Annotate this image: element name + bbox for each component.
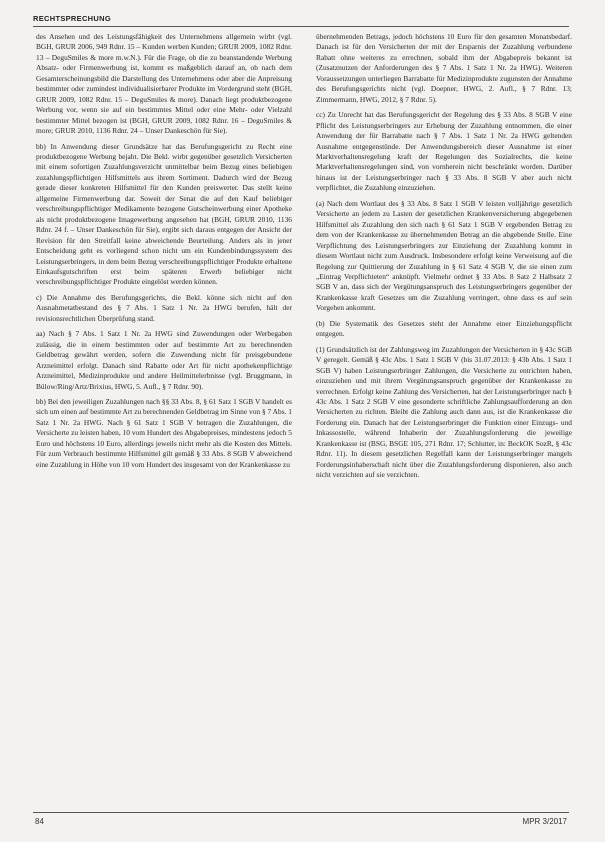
paragraph: c) Die Annahme des Berufungsgerichts, die Bekl. könne sich nicht auf den Ausnahmetatbestand des § 7 Abs. 1 Satz 1 Nr. 2a HWG berufen, hält der revisionsrechtlichen Überprüfung stand. <box>36 292 292 323</box>
section-header: RECHTSPRECHUNG <box>33 14 111 23</box>
paragraph: übernehmenden Betrags, jedoch höchstens 10 Euro für den gesamten Monatsbedarf. Danach ist für den Versicherten der mit der Ersparnis der Zuzahlung verbundene Rabatt ohne weiteres zu errechnen, sobald ihm der Abgabepreis bekannt ist (Zusatznutzen der Anforderungen des § 7 Abs. 1 Satz 1 Nr. 2a HWG). Weiteren Voraussetzungen unterliegen Barrabatte für Medizinprodukte zugunsten der Annahme des Berufungsgerichts nicht (vgl. Doepner, HWG, 2. Aufl., § 7 Rdnr. 13; Zimmermann, HWG, 2012, § 7 Rdnr. 5). <box>316 32 572 104</box>
left-column <box>36 32 292 475</box>
right-column <box>316 32 572 486</box>
paragraph: des Ansehen und des Leistungsfähigkeit des Unternehmens allgemein wirbt (vgl. BGH, GRUR 2006, 949 Rdnr. 15 – Kunden werben Kunden; GRUR 2009, 1082 Rdnr. 13 – DeguSmiles & more m.w.N.). Für die Frage, ob die zu beanstandende Werbung Absatz- oder Firmenwerbung ist, kommt es maßgeblich darauf an, ob nach dem Gesamterscheinungsbild die Darstellung des Unternehmens oder aber die Anpreisung bestimmter oder zumindest individualisierbarer Produkte im Vordergrund steht (BGH, GRUR 2009, 1082 Rdnr. 15 – DeguSmiles & more). Danach liegt produktbezogene Werbung vor, wenn sie auf ein bestimmtes Mittel oder eine Mehr- oder Vielzahl bestimmter Mittel bezogen ist (BGH, GRUR 2009, 1082 Rdnr. 16 – DeguSmiles & more; GRUR 2010, 1136 Rdnr. 24 – Unser Dankeschön für Sie). <box>36 32 292 136</box>
paragraph: cc) Zu Unrecht hat das Berufungsgericht der Regelung des § 33 Abs. 8 SGB V eine Pflicht des Leistungserbringers zur Erhebung der Zuzahlung entnommen, die einer Anwendung der für Barrabatte nach § 7 Abs. 1 Satz 1 Nr. 2a HWG geltenden Ausnahme entgegenstünde. Der Anwendungsbereich dieser Ausnahme ist einer Marktverhaltensregelung kraft der Regelungen des Sozialrechts, die keine Marktverhaltensregelungen sind, von vornherein nicht beschränkt worden. Darüber hinaus ist der Leistungserbringer nach § 33 Abs. 8 SGB V aber auch nicht verpflichtet, die Zuzahlung einzuziehen. <box>316 110 572 193</box>
footer-rule <box>33 812 569 813</box>
paragraph: (b) Die Systematik des Gesetzes steht der Annahme einer Einziehungspflicht entgegen. <box>316 318 572 339</box>
journal-reference: MPR 3/2017 <box>522 817 567 826</box>
paragraph: (1) Grundsätzlich ist der Zahlungsweg im Zuzahlungen der Versicherten in § 43c SGB V geregelt. Gemäß § 43c Abs. 1 Satz 1 SGB V (bis 31.07.2013: § 43b Abs. 1 Satz 1 SGB V) haben Leistungserbringer Zahlungen, die Versicherte zu entrichten haben, einzuziehen und mit ihrem Vergütungsanspruch gegenüber der Krankenkasse zu verrechnen. Erfolgt keine Zahlung des Versicherten, hat der Leistungserbringer nach § 43c Abs. 1 Satz 2 SGB V eine gesonderte schriftliche Zahlungsaufforderung an den Versicherten zu richten. Bleibt die Zahlung auch dann aus, ist die Krankenkasse die Forderung ein. Danach hat der Leistungserbringer die Funktion einer Einzugs- und Inkassostelle, während Inhaberin der Zuzahlungsforderung die jeweilige Krankenkasse ist (BSG, BSGE 105, 271 Rdnr. 17; Schlutter, in: BeckOK SozR, § 43c Rdnr. 11). In diesem gesetzlichen Regelfall kann der Leistungserbringer mangels Forderungsinhaberschaft nicht über die Zuzahlungsforderung disponieren, also auch nicht verzichten auf sie verzichten. <box>316 344 572 480</box>
paragraph: aa) Nach § 7 Abs. 1 Satz 1 Nr. 2a HWG sind Zuwendungen oder Werbegaben zulässig, die in einem bestimmten oder auf bestimmte Art zu berechnenden Geldbetrag gewährt werden, sofern die Zuwendung nicht für preisgebundene Arzneimittel erfolgt. Danach sind Rabatte oder Art für nicht apothekenpflichtige Arzneimittel, Medizinprodukte und andere Heilmittelerbnisse (vgl. Bruggmann, in Bülow/Ring/Artz/Brixius, HWG, 5. Aufl., § 7 Rdnr. 90). <box>36 329 292 391</box>
paragraph: (a) Nach dem Wortlaut des § 33 Abs. 8 Satz 1 SGB V leisten volljährige gesetzlich Versicherte an jedem zu Lasten der gesetzlichen Krankenversicherung abgegebenen Hilfsmittel als Zuzahlung den sich nach § 61 Satz 1 SGB V ergebenden Betrag zu dem von der Krankenkasse zu übernehmenden Betrag an die abgebende Stelle. Eine Verpflichtung des Leistungserbringers zur Einziehung der Zuzahlung kommt in diesem Wortlaut nicht zum Ausdruck. Insbesondere erfolgt keine Verweisung auf die Regelung zur Quittierung der Zuzahlung in § 61 Satz 4 SGB V, die sie einen zum „Eintrag Verpflichteten“ anknüpft. Vielmehr ordnet § 33 Abs. 8 Satz 2 Halbsatz 2 SGB V an, dass sich der Vergütungsanspruch des Leistungserbringers gegenüber der Krankenkasse kraft Gesetzes um die Zuzahlung verringert, ohne dass es auf sein Vorgehen ankommt. <box>316 198 572 313</box>
paragraph: bb) Bei den jeweiligen Zuzahlungen nach §§ 33 Abs. 8, § 61 Satz 1 SGB V handelt es sich um einen auf bestimmte Art zu berechnenden Geldbetrag im Sinne von § 7 Abs. 1 Satz 1 Nr. 2a HWG. Nach § 61 Satz 1 SGB V betragen die Zuzahlungen, die Versicherte zu leisten haben, 10 vom Hundert des Abgabepreises, mindestens jedoch 5 Euro und höchstens 10 Euro, allerdings jeweils nicht mehr als die Kosten des Mittels. Für zum Verbrauch bestimmte Hilfsmittel gilt gemäß § 33 Abs. 8 SGB V abweichend eine Zuzahlung in Höhe von 10 vom Hundert des insgesamt von der Krankenkasse zu <box>36 396 292 469</box>
paragraph: bb) In Anwendung dieser Grundsätze hat das Berufungsgericht zu Recht eine produktbezogene Werbung bejaht. Die Bekl. wirbt gegenüber gesetzlich Versicherten mit einem sofortigen Zuzahlungsverzicht unmittelbar beim Bezug eines beliebigen zuzahlungspflichtigen Hilfsmittels aus ihrem Sortiment. Dadurch wird der Bezug gerade dieser konkreten Hilfsmittel für den Kunden preiswerter. Das stellt keine allgemeine Firmenwerbung dar. Soweit der Senat die auf den Kauf beliebiger verschreibungspflichtiger Medikamente bezogene Gutscheinwerbung einer Apotheke als nicht produktbezogene Imagewerbung angesehen hat (BGH, GRUR 2010, 1136 Rdnr. 24 f. – Unser Dankeschön für Sie), ergibt sich daraus entgegen der Ansicht der Revision für den Streitfall keine abweichende Beurteilung. Anders als in jener Entscheidung geht es vorliegend schon nicht um ein Kundenbindungssystem des Leistungserbringers, in dem beim Bezug verschreibungspflichtiger Produkte erhaltene Einkaufsgutschriften erst beim späteren Erwerb beliebiger nicht verschreibungspflichtiger Produkte eingelöst werden können. <box>36 141 292 287</box>
header-rule <box>33 26 569 27</box>
page-number: 84 <box>35 817 44 826</box>
